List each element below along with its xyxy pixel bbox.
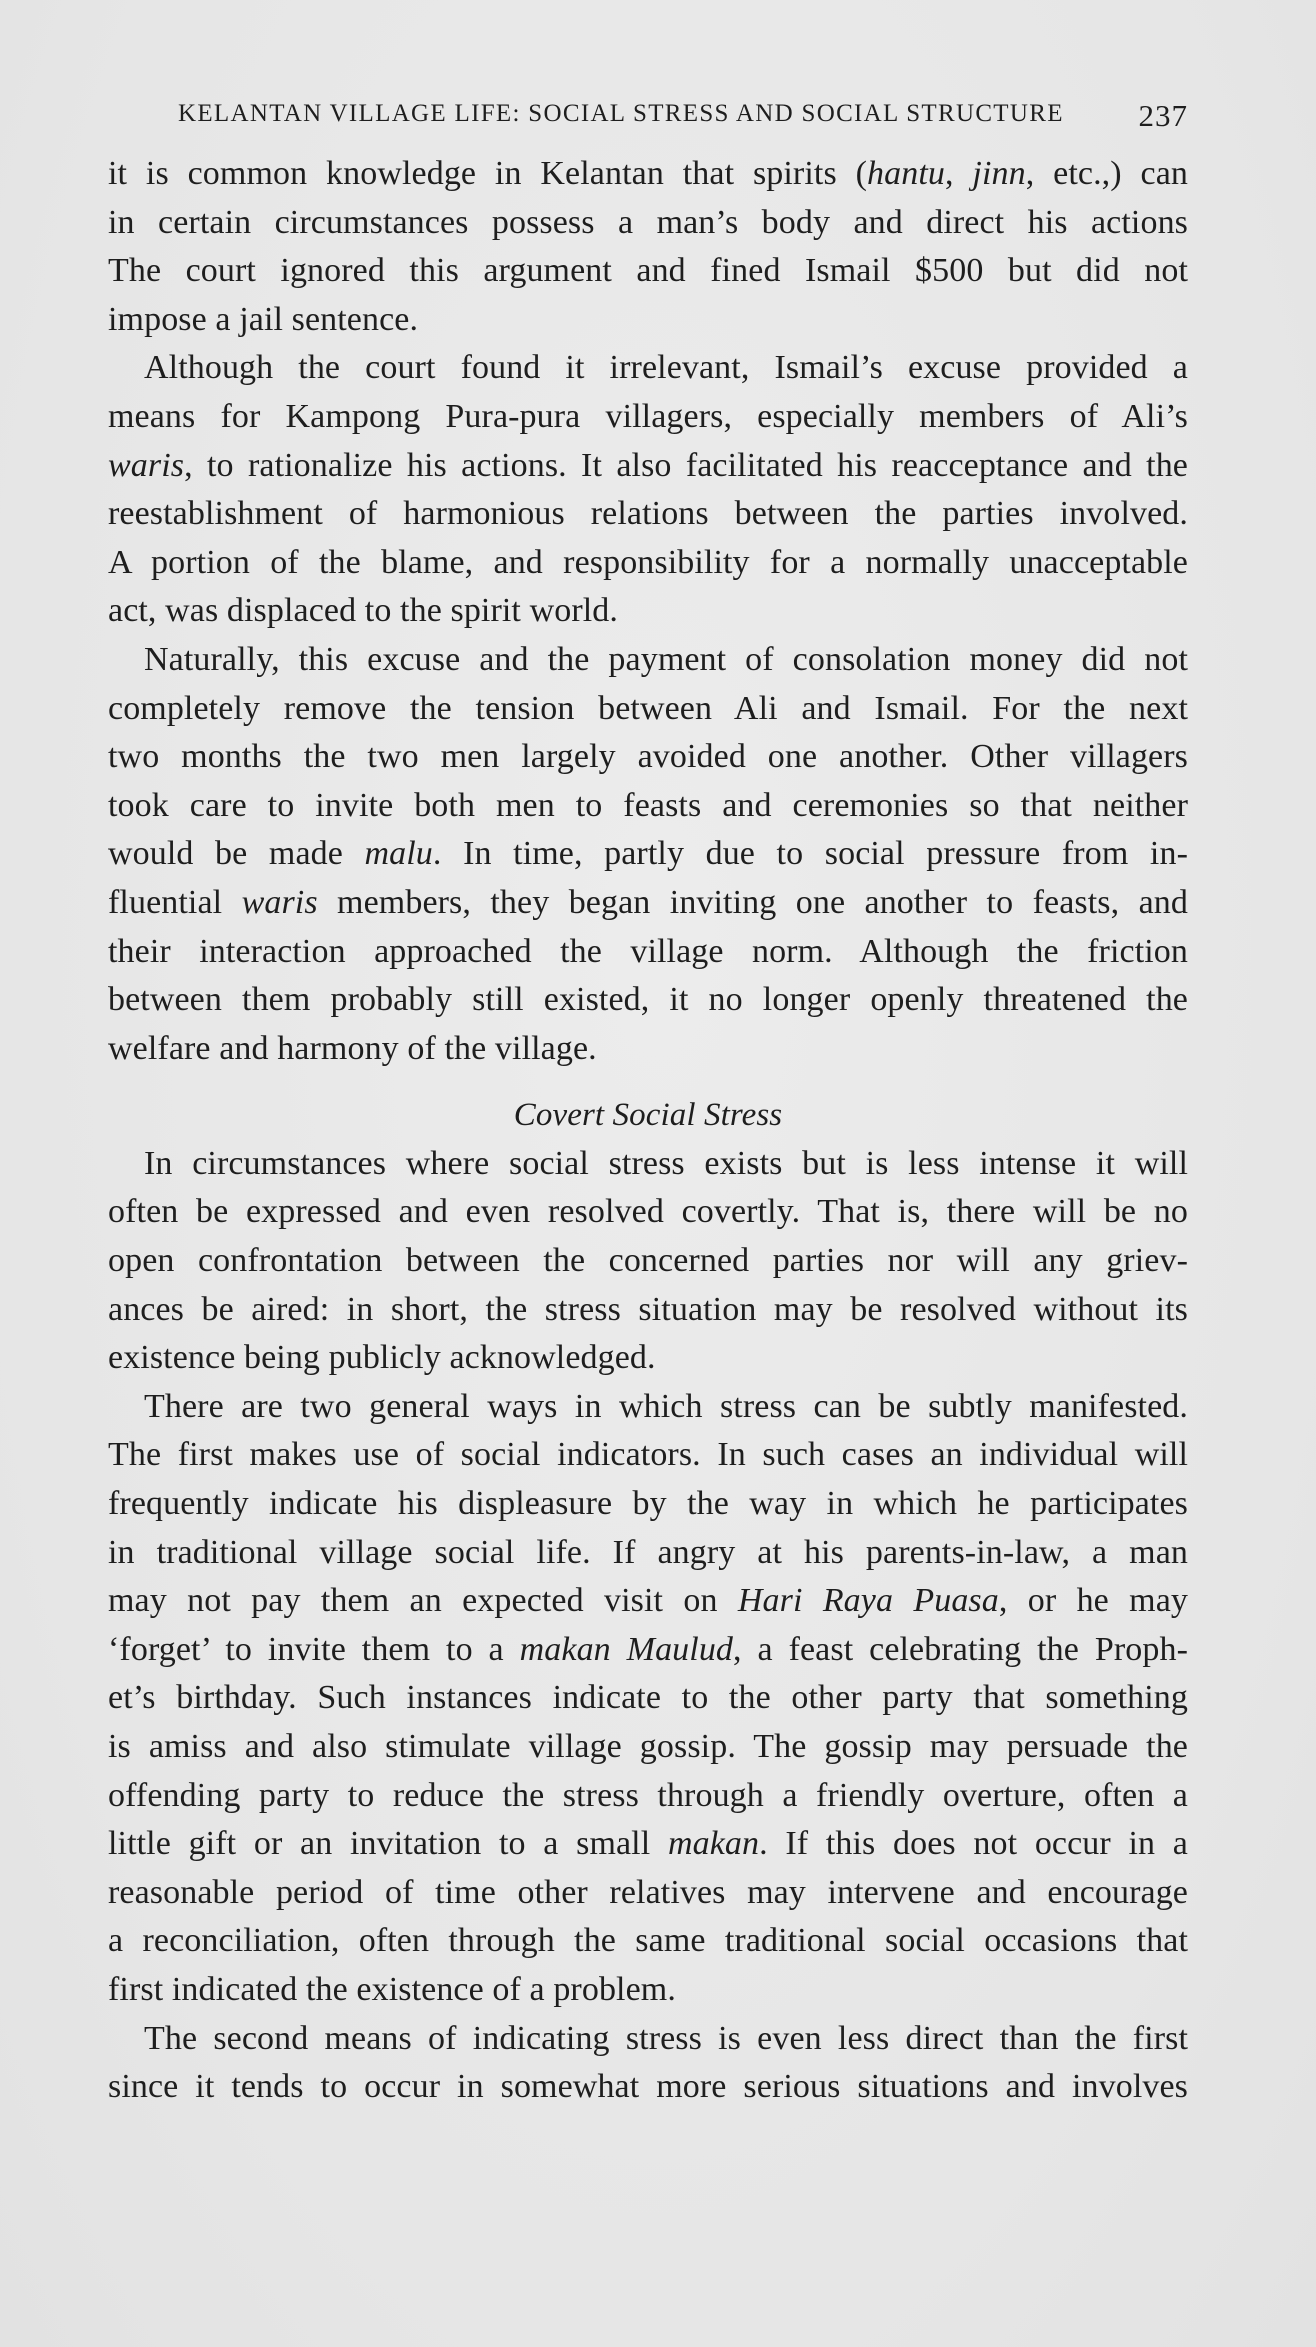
text-run: may not pay them an expected visit on (108, 1582, 738, 1620)
text-run: open confrontation between the concerned parties nor will any griev- (108, 1242, 1188, 1280)
text-line (108, 1480, 1188, 1529)
text-run: reasonable period of time other relatives may intervene and encourage (108, 1873, 1188, 1911)
text-run: Naturally, this excuse and the payment of consolation money did not (144, 640, 1188, 678)
text-run: members, they began inviting one another to feasts, and (317, 883, 1188, 921)
text-line (108, 1383, 1188, 1432)
text-run: , a feast celebrating the Proph- (733, 1630, 1188, 1668)
text-run: means for Kampong Pura-pura villagers, especially members of Ali’s (108, 397, 1188, 435)
italic-term: makan Maulud (519, 1630, 734, 1668)
text-line (108, 1674, 1188, 1723)
text-run: fluential (108, 883, 242, 921)
running-head-title: KELANTAN VILLAGE LIFE: SOCIAL STRESS AND SOCIAL STRUCTURE (178, 100, 1064, 127)
text-line (108, 587, 1188, 636)
text-run: In circumstances where social stress exists but is less intense it will (144, 1144, 1188, 1182)
text-line (108, 2015, 1188, 2064)
book-page (108, 100, 1188, 2112)
text-line (108, 928, 1188, 977)
text-run: reestablishment of harmonious relations between the parties involved. (108, 495, 1188, 533)
text-line (108, 782, 1188, 831)
text-run: , etc.,) can (1025, 155, 1188, 192)
text-run: their interaction approached the village norm. Although the friction (108, 932, 1188, 970)
italic-term: malu (364, 835, 433, 873)
text-run: offending party to reduce the stress through a friendly overture, often a (108, 1776, 1188, 1814)
text-run: A portion of the blame, and responsibility for a normally unacceptable (108, 543, 1188, 581)
paragraph (108, 1383, 1188, 2015)
text-line (108, 1286, 1188, 1335)
text-line (108, 1917, 1188, 1966)
paragraph (108, 150, 1188, 344)
paragraph (108, 344, 1188, 636)
text-line (108, 490, 1188, 539)
text-run: . In time, partly due to social pressure from in- (432, 835, 1188, 873)
page-number: 237 (1138, 98, 1188, 133)
text-run: , or he may (998, 1582, 1189, 1620)
text-line (108, 150, 1188, 199)
text-run: two months the two men largely avoided one another. Other villagers (108, 738, 1188, 776)
text-run: welfare and harmony of the village. (108, 1029, 597, 1067)
text-line (108, 1529, 1188, 1578)
text-run: between them probably still existed, it no longer openly threatened the (108, 981, 1188, 1019)
text-run: took care to invite both men to feasts and ceremonies so that neither (108, 786, 1188, 824)
text-run: first indicated the existence of a problem. (108, 1970, 676, 2008)
text-line (108, 636, 1188, 685)
text-line (108, 442, 1188, 491)
italic-term: Hari Raya Puasa (737, 1582, 999, 1620)
text-line (108, 1820, 1188, 1869)
text-run: et’s birthday. Such instances indicate to the other party that something (108, 1679, 1188, 1717)
text-line (108, 1772, 1188, 1821)
text-line (108, 1577, 1188, 1626)
paragraph (108, 2015, 1188, 2112)
text-line (108, 247, 1188, 296)
text-run: existence being publicly acknowledged. (108, 1339, 656, 1377)
italic-term: jinn (972, 155, 1026, 192)
text-line (108, 1431, 1188, 1480)
text-run: , (944, 155, 973, 192)
italic-term: waris (241, 883, 318, 921)
text-run: since it tends to occur in somewhat more serious situations and involves (108, 2068, 1188, 2106)
text-run: frequently indicate his displeasure by the way in which he participates (108, 1485, 1188, 1523)
text-line (108, 1869, 1188, 1918)
text-run: impose a jail sentence. (108, 300, 419, 338)
text-line (108, 830, 1188, 879)
text-run: in certain circumstances possess a man’s body and direct his actions (108, 203, 1188, 241)
italic-term: makan (667, 1825, 760, 1863)
text-run: ‘forget’ to invite them to a (108, 1630, 520, 1668)
text-line (108, 393, 1188, 442)
text-line (108, 1237, 1188, 1286)
text-line (108, 344, 1188, 393)
running-head (178, 100, 1188, 150)
text-run: The court ignored this argument and fined Ismail $500 but did not (108, 252, 1188, 290)
text-line (108, 1626, 1188, 1675)
text-run: . If this does not occur in a (759, 1825, 1188, 1863)
text-run: would be made (108, 835, 365, 873)
text-run: ances be aired: in short, the stress situation may be resolved without its (108, 1290, 1188, 1328)
text-line (108, 1025, 1188, 1074)
text-line (108, 1334, 1188, 1383)
text-line (108, 296, 1188, 345)
text-line (108, 1723, 1188, 1772)
paragraph (108, 1140, 1188, 1383)
text-run: little gift or an invitation to a small (108, 1825, 668, 1863)
text-run: often be expressed and even resolved covertly. That is, there will be no (108, 1193, 1188, 1231)
paragraph (108, 636, 1188, 1073)
text-line (108, 879, 1188, 928)
text-run: The second means of indicating stress is even less direct than the first (144, 2019, 1188, 2057)
text-run: completely remove the tension between Ali and Ismail. For the next (108, 689, 1188, 727)
text-line (108, 1188, 1188, 1237)
text-run: There are two general ways in which stress can be subtly manifested. (144, 1387, 1188, 1425)
text-line (108, 976, 1188, 1025)
text-run: act, was displaced to the spirit world. (108, 592, 618, 630)
body-text (108, 150, 1188, 2112)
text-run: it is common knowledge in Kelantan that spirits ( (108, 155, 868, 192)
text-run: Although the court found it irrelevant, Ismail’s excuse provided a (144, 349, 1188, 387)
section-heading: Covert Social Stress (513, 1097, 783, 1134)
text-line (108, 199, 1188, 248)
text-line (108, 1966, 1188, 2015)
text-line (108, 733, 1188, 782)
text-run: is amiss and also stimulate village gossip. The gossip may persuade the (108, 1728, 1188, 1765)
text-run: a reconciliation, often through the same traditional social occasions that (108, 1922, 1188, 1960)
text-run: The first makes use of social indicators. In such cases an individual will (108, 1436, 1188, 1474)
text-run: , to rationalize his actions. It also facilitated his reacceptance and the (184, 446, 1188, 484)
text-line (108, 685, 1188, 734)
text-line (108, 1140, 1188, 1189)
text-run: in traditional village social life. If angry at his parents-in-law, a man (108, 1533, 1188, 1571)
text-line (108, 2063, 1188, 2112)
italic-term: waris (108, 446, 185, 484)
text-line (108, 539, 1188, 588)
italic-term: hantu (867, 155, 945, 192)
